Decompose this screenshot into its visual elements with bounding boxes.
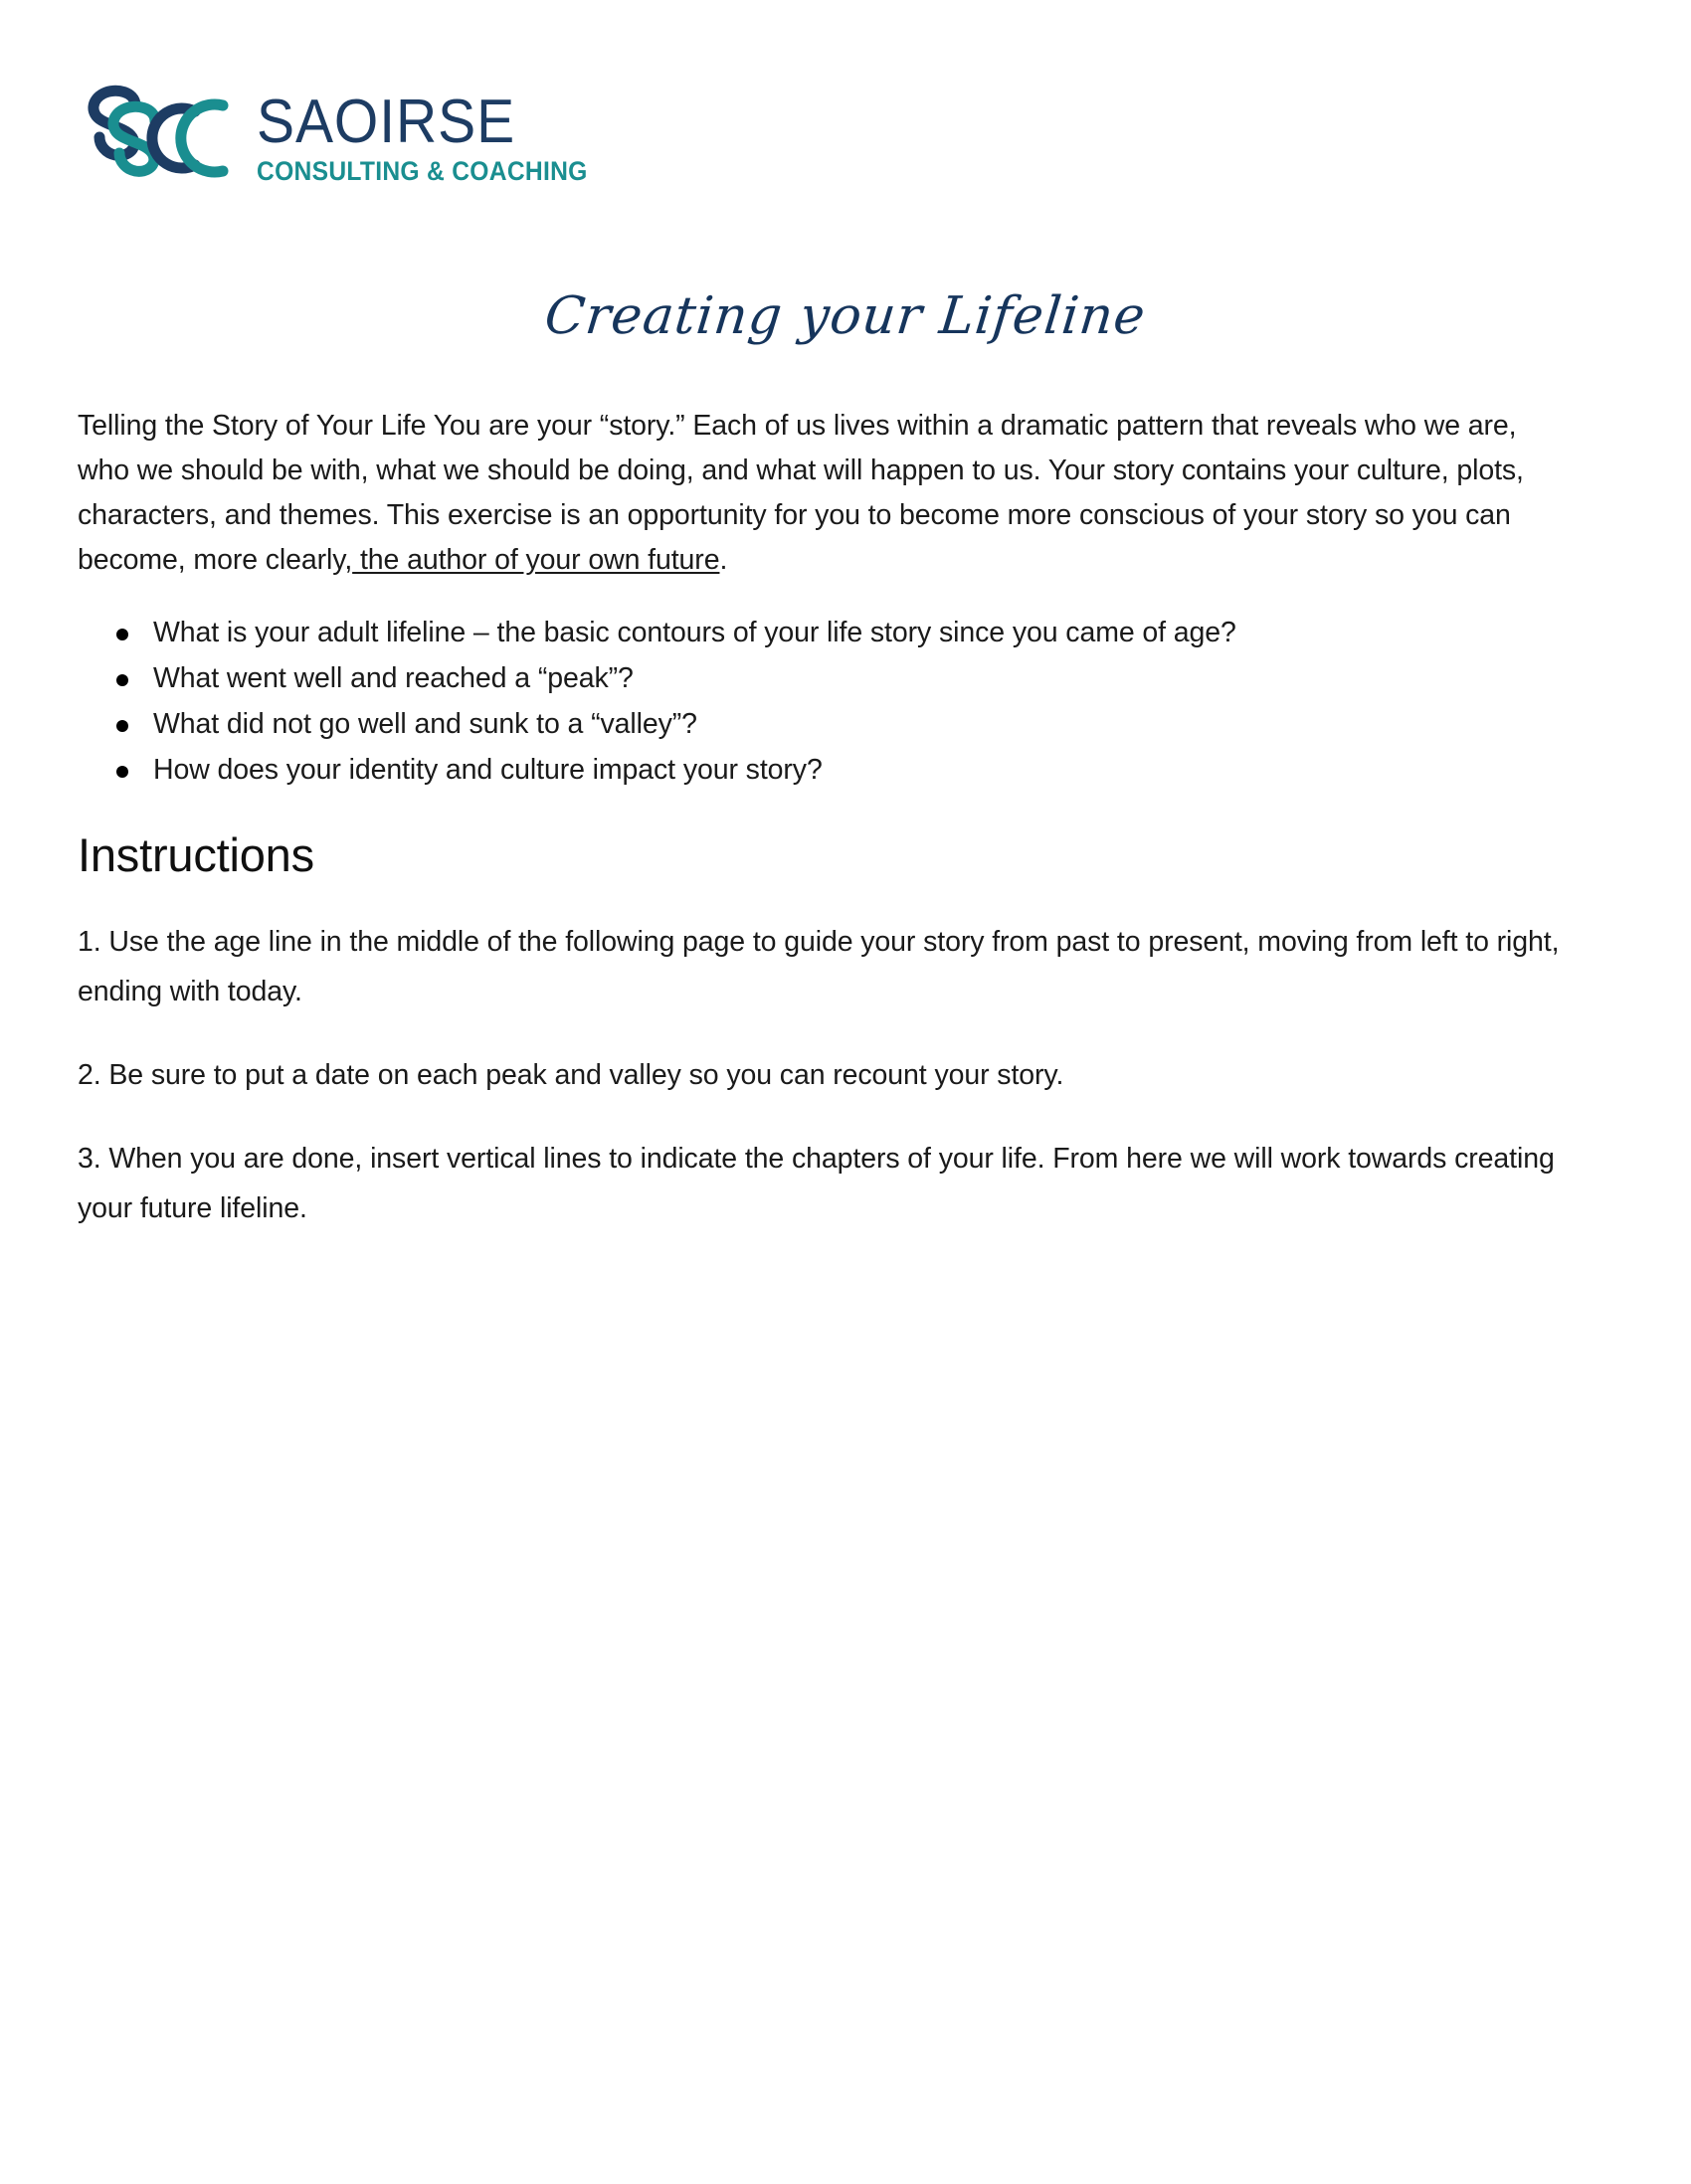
- intro-underlined-phrase: the author of your own future: [352, 544, 720, 576]
- list-item: [111, 611, 1560, 654]
- bullet-icon: [116, 720, 128, 732]
- question-list: [78, 611, 1560, 792]
- page-title: [0, 286, 1691, 346]
- instruction-step: 3. When you are done, insert vertical lines to indicate the chapters of your life. From here we will work towards creating your future lifeline.: [78, 1143, 1555, 1225]
- instruction-step: 2. Be sure to put a date on each peak and valley so you can recount your story.: [78, 1059, 1064, 1092]
- list-item-label: What did not go well and sunk to a “valley”?: [153, 708, 697, 740]
- logo-tagline: CONSULTING & COACHING: [257, 156, 588, 187]
- intro-text-tail: .: [719, 544, 728, 576]
- list-item: [111, 702, 1560, 746]
- instruction-step: 1. Use the age line in the middle of the following page to guide your story from past to present, moving from left to right, ending with today.: [78, 926, 1560, 1008]
- bullet-icon: [116, 674, 128, 686]
- list-item: [111, 656, 1560, 700]
- document-content: [78, 404, 1560, 1233]
- list-item-label: What went well and reached a “peak”?: [153, 662, 634, 694]
- intro-text-main: Telling the Story of Your Life You are your “story.” Each of us lives within a dramatic pattern that reveals who we are, who we should be with, what we should be doing, and what will happen to us. Your story contains your culture, plots, characters, and themes. This exercise is an opportunity for you to become more conscious of your story so you can become, more clearly,: [78, 410, 1524, 576]
- instructions-heading: Instructions: [78, 828, 314, 881]
- logo-company-name: SAOIRSE: [257, 88, 516, 157]
- list-item: [111, 748, 1560, 792]
- scc-monogram-icon: [72, 78, 251, 197]
- page-title-text: Creating your Lifeline: [542, 286, 1149, 346]
- list-item-label: How does your identity and culture impact your story?: [153, 754, 823, 786]
- bullet-icon: [116, 629, 128, 640]
- logo-wordmark: [257, 88, 613, 187]
- list-item-label: What is your adult lifeline – the basic contours of your life story since you came of age?: [153, 617, 1236, 648]
- brand-logo: [72, 78, 613, 197]
- intro-paragraph: [78, 404, 1560, 583]
- bullet-icon: [116, 766, 128, 778]
